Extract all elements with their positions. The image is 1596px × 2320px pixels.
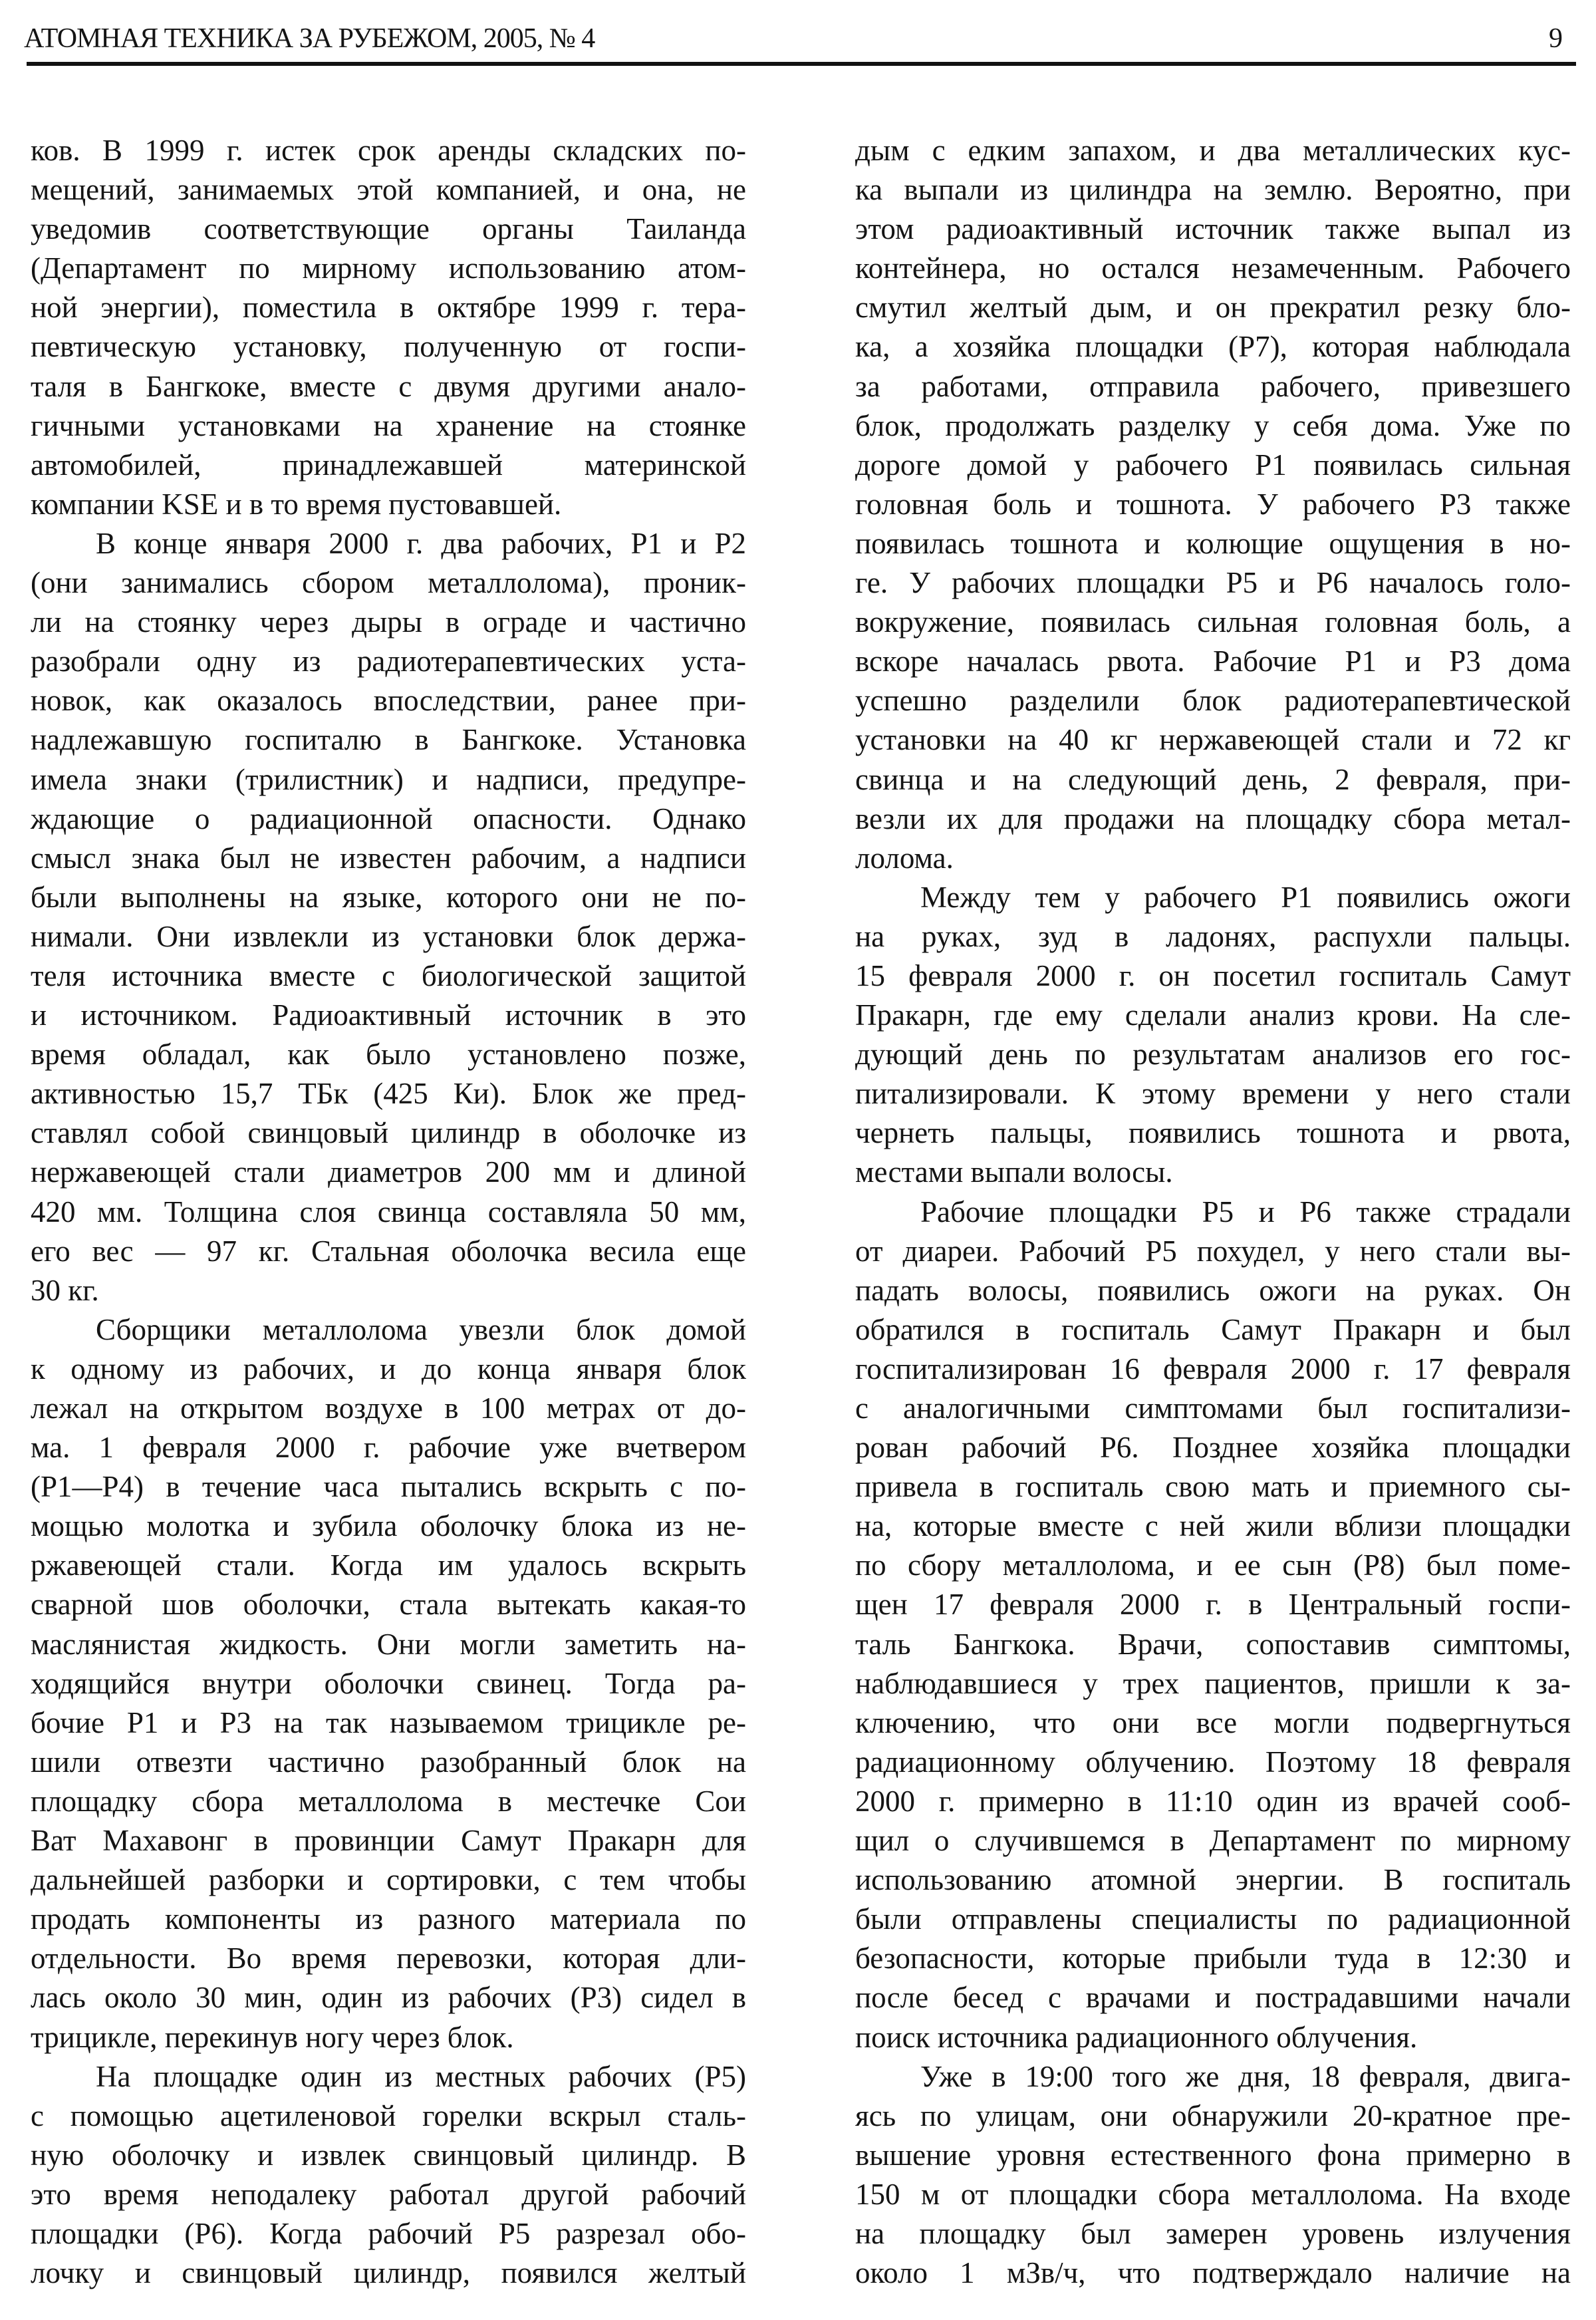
text-line: Ват Махавонг в провинции Самут Пракарн для [31,1824,746,1858]
text-line: разобрали одну из радиотерапевтических уста- [31,645,746,678]
text-line: после бесед с врачами и пострадавшими начали [855,1981,1571,2015]
text-line: (P1—P4) в течение часа пытались вскрыть с по- [31,1470,746,1504]
text-line: вокружение, появилась сильная головная боль, а [855,605,1571,639]
text-line: дальнейшей разборки и сортировки, с тем чтобы [31,1863,746,1897]
text-line: сварной шов оболочки, стала вытекать какая-то [31,1588,746,1622]
text-line: Сборщики металлолома увезли блок домой [96,1312,746,1346]
text-line: дороге домой у рабочего P1 появилась сильная [855,448,1571,482]
text-line: дым с едким запахом, и два металлических кус- [855,134,1571,167]
text-line: отдельности. Во время перевозки, которая дли- [31,1942,746,1975]
text-line: вскоре началась рвота. Рабочие P1 и P3 дома [855,645,1571,678]
text-line: 150 м от площадки сбора металлолома. На входе [855,2177,1571,2211]
text-line: обратился в госпиталь Самут Пракарн и был [855,1312,1571,1346]
text-line: время обладал, как было установлено позже, [31,1038,746,1072]
text-line: нержавеющей стали диаметров 200 мм и длиной [31,1155,746,1189]
text-line: бочие P1 и P3 на так называемом трицикле ре- [31,1705,746,1739]
text-line: 2000 г. примерно в 11:10 один из врачей сооб- [855,1784,1571,1818]
text-line: успешно разделили блок радиотерапевтической [855,684,1571,718]
paragraph [855,1193,1571,2057]
text-line: надлежавшую госпиталю в Бангкоке. Установка [31,723,746,757]
text-column-right [855,131,1571,2293]
text-line: нимали. Они извлекли из установки блок держа- [31,919,746,953]
text-line: чернеть пальцы, появились тошнота и рвота, [855,1116,1571,1150]
text-line: новок, как оказалось впоследствии, ранее при- [31,684,746,718]
text-line: госпитализирован 16 февраля 2000 г. 17 февраля [855,1352,1571,1385]
text-line: компании KSE и в то время пустовавшей. [31,487,562,521]
text-line: смутил желтый дым, и он прекратил резку бло- [855,291,1571,325]
text-line: гичными установками на хранение на стоянке [31,408,746,442]
text-line: наблюдавшиеся у трех пациентов, пришли к за- [855,1666,1571,1700]
text-line: смысл знака был не известен рабочим, а надписи [31,841,746,875]
text-line: Пракарн, где ему сделали анализ крови. На сле- [855,998,1571,1032]
text-line: В конце января 2000 г. два рабочих, P1 и P2 [96,526,746,560]
text-line: ходящийся внутри оболочки свинец. Тогда ра- [31,1666,746,1700]
text-line: дующий день по результатам анализов его гос- [855,1038,1571,1072]
text-line: от диареи. Рабочий P5 похудел, у него стали вы- [855,1234,1571,1268]
text-line: ключению, что они все могли подвергнуться [855,1705,1571,1739]
text-line: 420 мм. Толщина слоя свинца составляла 50 мм, [31,1195,746,1229]
text-line: местами выпали волосы. [855,1155,1173,1189]
text-line: блок, продолжать разделку у себя дома. Уже по [855,408,1571,442]
text-line: радиационному облучению. Поэтому 18 февраля [855,1745,1571,1779]
paragraph [31,1310,746,2057]
text-line: Рабочие площадки P5 и P6 также страдали [920,1195,1571,1229]
text-line: ге. У рабочих площадки P5 и P6 началось голо- [855,566,1571,600]
text-line: трицикле, перекинув ногу через блок. [31,2020,514,2054]
text-line: теля источника вместе с биологической защитой [31,958,746,992]
text-column-left [31,131,746,2293]
text-line: свинца и на следующий день, 2 февраля, при- [855,762,1571,796]
text-line: это время неподалеку работал другой рабочий [31,2177,746,2211]
text-line: площадку сбора металлолома в местечке Сои [31,1784,746,1818]
text-line: ясь по улицам, они обнаружили 20-кратное пре- [855,2099,1571,2132]
text-line: и источником. Радиоактивный источник в это [31,998,746,1032]
text-line: головная боль и тошнота. У рабочего P3 также [855,487,1571,521]
text-line: появилась тошнота и колющие ощущения в но- [855,526,1571,560]
text-line: на, которые вместе с ней жили вблизи площадки [855,1509,1571,1543]
text-line: использованию атомной энергии. В госпиталь [855,1863,1571,1897]
text-line: мещений, занимаемых этой компанией, и она, не [31,173,746,207]
text-line: уведомив соответствующие органы Таиланда [31,212,746,246]
text-line: безопасности, которые прибыли туда в 12:30 и [855,1942,1571,1975]
text-line: ка выпали из цилиндра на землю. Вероятно, при [855,173,1571,207]
text-line: по сбору металлолома, и ее сын (P8) был поме- [855,1548,1571,1582]
text-line: лочку и свинцовый цилиндр, появился желтый [31,2256,746,2290]
running-header-journal-title: АТОМНАЯ ТЕХНИКА ЗА РУБЕЖОМ, 2005, № 4 [24,23,595,54]
text-line: ждающие о радиационной опасности. Однако [31,801,746,835]
paragraph [31,524,746,1310]
text-line: ной энергии), поместила в октябре 1999 г. тера- [31,291,746,325]
text-line: мощью молотка и зубила оболочку блока из не- [31,1509,746,1543]
text-line: Уже в 19:00 того же дня, 18 февраля, двига- [920,2059,1571,2093]
text-line: (они занимались сбором металлолома), проник- [31,566,746,600]
text-line: привела в госпиталь свою мать и приемного сы- [855,1470,1571,1504]
text-line: На площадке один из местных рабочих (P5) [96,2059,746,2093]
text-line: этом радиоактивный источник также выпал из [855,212,1571,246]
paragraph [31,131,746,524]
text-line: около 1 мЗв/ч, что подтверждало наличие на [855,2256,1571,2290]
text-line: с аналогичными симптомами был госпитализи- [855,1391,1571,1425]
text-line: были отправлены специалисты по радиационной [855,1902,1571,1936]
text-line: ма. 1 февраля 2000 г. рабочие уже вчетвером [31,1431,746,1465]
text-line: рован рабочий P6. Позднее хозяйка площадки [855,1431,1571,1465]
paragraph [855,878,1571,1193]
text-line: имела знаки (трилистник) и надписи, предупре- [31,762,746,796]
text-line: ставлял собой свинцовый цилиндр в оболочке из [31,1116,746,1150]
text-line: к одному из рабочих, и до конца января блок [31,1352,746,1385]
paragraph [855,131,1571,878]
text-line: питализировали. К этому времени у него стали [855,1077,1571,1111]
text-line: автомобилей, принадлежавшей материнской [31,448,746,482]
text-line: лась около 30 мин, один из рабочих (P3) сидел в [31,1981,746,2015]
text-line: активностью 15,7 ТБк (425 Ки). Блок же пред- [31,1077,746,1111]
page-number: 9 [1549,23,1563,54]
paragraph [855,2057,1571,2293]
text-line: маслянистая жидкость. Они могли заметить на- [31,1627,746,1661]
text-line: с помощью ацетиленовой горелки вскрыл сталь- [31,2099,746,2132]
text-line: на руках, зуд в ладонях, распухли пальцы. [855,919,1571,953]
text-line: шили отвезти частично разобранный блок на [31,1745,746,1779]
text-line: ка, а хозяйка площадки (P7), которая наблюдала [855,330,1571,364]
text-line: 15 февраля 2000 г. он посетил госпиталь Самут [855,958,1571,992]
text-line: площадки (P6). Когда рабочий P5 разрезал обо- [31,2216,746,2250]
header-rule [27,62,1576,66]
text-line: были выполнены на языке, которого они не по- [31,880,746,914]
text-line: щил о случившемся в Департамент по мирному [855,1824,1571,1858]
text-line: контейнера, но остался незамеченным. Рабочего [855,251,1571,285]
text-line: падать волосы, появились ожоги на руках. Он [855,1273,1571,1307]
text-line: таль Бангкока. Врачи, сопоставив симптомы, [855,1627,1571,1661]
text-line: таля в Бангкоке, вместе с двумя другими анало- [31,369,746,403]
text-line: Между тем у рабочего P1 появились ожоги [920,880,1571,914]
text-line: установки на 40 кг нержавеющей стали и 72 кг [855,723,1571,757]
text-line: лолома. [855,841,954,875]
paragraph [31,2057,746,2293]
text-line: на площадку был замерен уровень излучения [855,2216,1571,2250]
text-line: везли их для продажи на площадку сбора метал- [855,801,1571,835]
text-line: ли на стоянку через дыры в ограде и частично [31,605,746,639]
text-line: (Департамент по мирному использованию атом- [31,251,746,285]
text-line: ржавеющей стали. Когда им удалось вскрыть [31,1548,746,1582]
text-line: лежал на открытом воздухе в 100 метрах от до- [31,1391,746,1425]
text-line: ную оболочку и извлек свинцовый цилиндр. В [31,2138,746,2172]
text-line: его вес — 97 кг. Стальная оболочка весила еще [31,1234,746,1268]
text-line: певтическую установку, полученную от госпи- [31,330,746,364]
text-line: 30 кг. [31,1273,99,1307]
text-line: щен 17 февраля 2000 г. в Центральный госпи- [855,1588,1571,1622]
text-line: вышение уровня естественного фона примерно в [855,2138,1571,2172]
text-line: за работами, отправила рабочего, привезшего [855,369,1571,403]
text-line: ков. В 1999 г. истек срок аренды складских по- [31,134,746,167]
text-line: продать компоненты из разного материала по [31,1902,746,1936]
text-line: поиск источника радиационного облучения. [855,2020,1418,2054]
